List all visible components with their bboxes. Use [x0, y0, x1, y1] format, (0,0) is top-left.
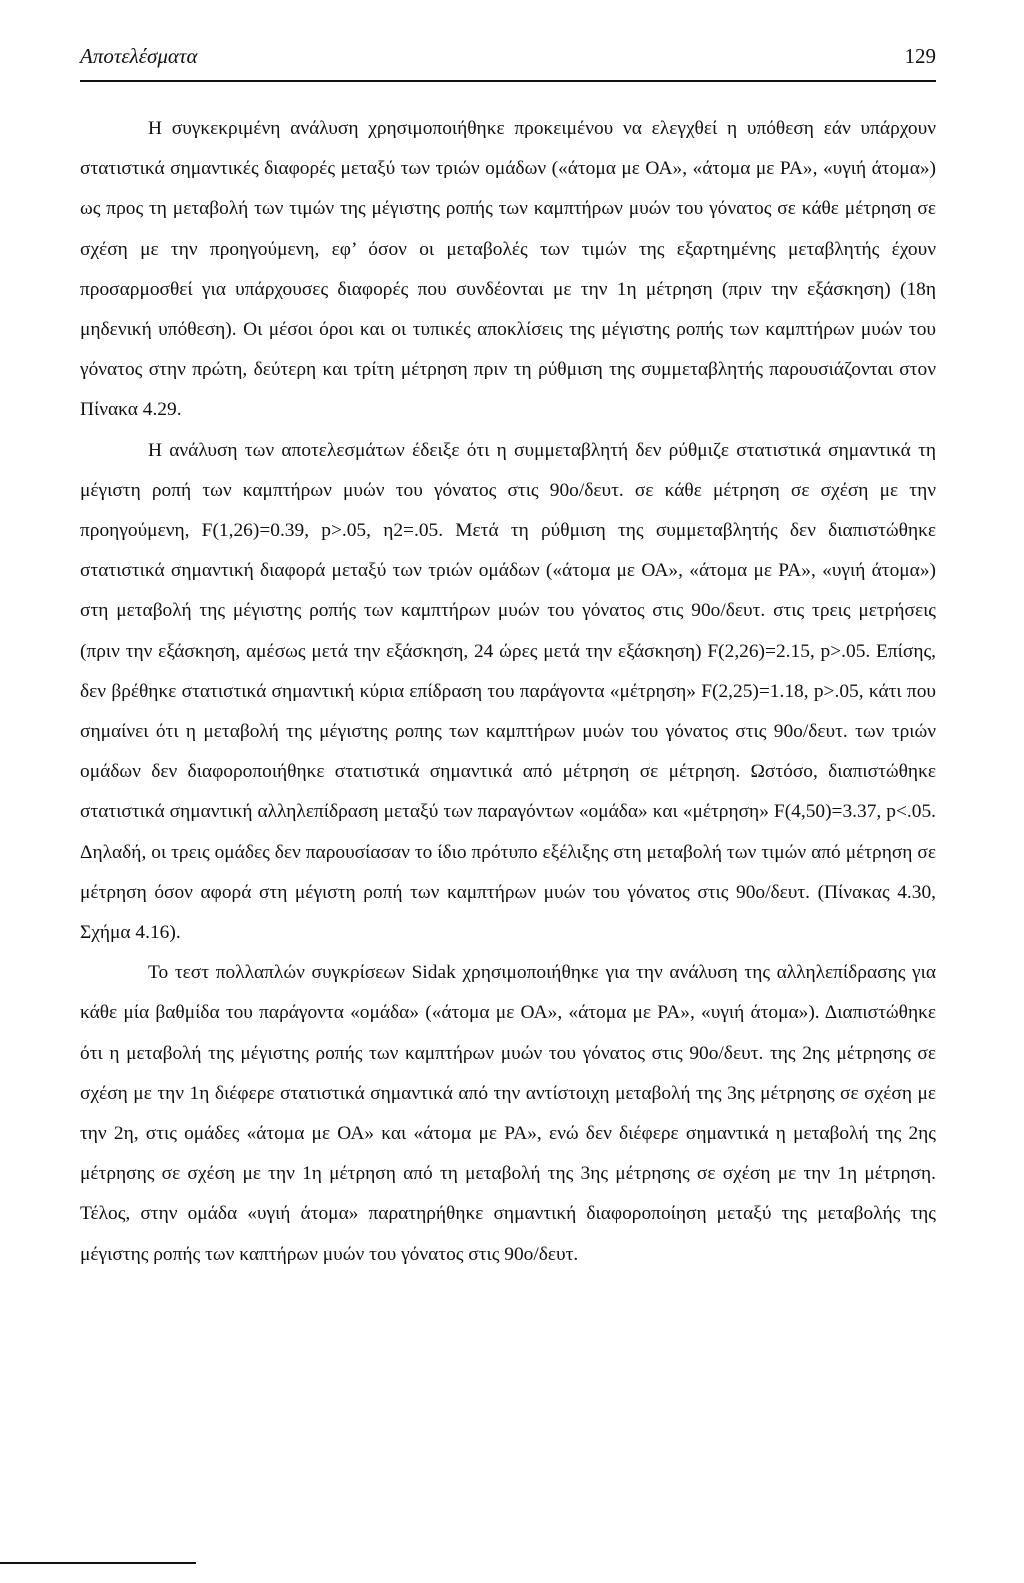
paragraph-sidak: Το τεστ πολλαπλών συγκρίσεων Sidak χρησιμοποιήθηκε για την ανάλυση της αλληλεπίδρασης για κάθε μία βαθμίδα του παράγοντα «ομάδα» («άτομα με ΟΑ», «άτομα με ΡΑ», «υγιή άτομα»). Διαπιστώθηκε ότι η μεταβολή της μέγιστης ροπής των καμπτήρων μυών του γόνατος στις 90ο/δευτ. της 2ης μέτρησης σε σχέση με την 1η διέφερε στατιστικά σημαντικά από την αντίστοιχη μεταβολή της 3ης μέτρησης σε σχέση με την 2η, στις ομάδες «άτομα με ΟΑ» και «άτομα με ΡΑ», ενώ δεν διέφερε σημαντικά η μεταβολή της 2ης μέτρησης σε σχέση με την 1η μέτρηση από τη μεταβολή της 3ης μέτρησης σε σχέση με την 1η μέτρηση. Τέλος, στην ομάδα «υγιή άτομα» παρατηρήθηκε σημαντική διαφοροποίηση μεταξύ της μεταβολής της μέγιστης ροπής των καπτήρων μυών του γόνατος στις 90ο/δευτ.: [80, 962, 936, 1265]
running-header: [80, 40, 936, 72]
paragraph-hypothesis: Η συγκεκριμένη ανάλυση χρησιμοποιήθηκε προκειμένου να ελεγχθεί η υπόθεση εάν υπάρχουν στατιστικά σημαντικές διαφορές μεταξύ των τριών ομάδων («άτομα με ΟΑ», «άτομα με ΡΑ», «υγιή άτομα») ως προς τη μεταβολή των τιμών της μέγιστης ροπής των καμπτήρων μυών του γόνατος σε κάθε μέτρηση σε σχέση με την προηγούμενη, εφ’ όσον οι μεταβολές των τιμών της εξαρτημένης μεταβλητής έχουν προσαρμοσθεί για υπάρχουσες διαφορές που συνδέονται με την 1η μέτρηση (πριν την εξάσκηση) (18η μηδενική υπόθεση). Οι μέσοι όροι και οι τυπικές αποκλίσεις της μέγιστης ροπής των καμπτήρων μυών του γόνατος στην πρώτη, δεύτερη και τρίτη μέτρηση πριν τη ρύθμιση της συμμεταβλητής παρουσιάζονται στον Πίνακα 4.29.: [80, 118, 936, 421]
page-number: 129: [904, 44, 936, 68]
chapter-title: Αποτελέσματα: [80, 44, 198, 68]
footnote-divider: [0, 1562, 196, 1564]
header-divider: [80, 80, 936, 82]
body-text: [80, 109, 936, 1275]
paragraph-results: Η ανάλυση των αποτελεσμάτων έδειξε ότι η συμμεταβλητή δεν ρύθμιζε στατιστικά σημαντικά τη μέγιστη ροπή των καμπτήρων μυών του γόνατος στις 90ο/δευτ. σε κάθε μέτρηση σε σχέση με την προηγούμενη, F(1,26)=0.39, p>.05, η2=.05. Μετά τη ρύθμιση της συμμεταβλητής δεν διαπιστώθηκε στατιστικά σημαντική διαφορά μεταξύ των τριών ομάδων («άτομα με ΟΑ», «άτομα με ΡΑ», «υγιή άτομα») στη μεταβολή της μέγιστης ροπής των καμπτήρων μυών του γόνατος στις 90ο/δευτ. στις τρεις μετρήσεις (πριν την εξάσκηση, αμέσως μετά την εξάσκηση, 24 ώρες μετά την εξάσκηση) F(2,26)=2.15, p>.05. Επίσης, δεν βρέθηκε στατιστικά σημαντική κύρια επίδραση του παράγοντα «μέτρηση» F(2,25)=1.18, p>.05, κάτι που σημαίνει ότι η μεταβολή της μέγιστης ροπης των καμπτήρων μυών του γόνατος στις 90ο/δευτ. των τριών ομάδων δεν διαφοροποιήθηκε στατιστικά σημαντικά από μέτρηση σε μέτρηση. Ωστόσο, διαπιστώθηκε στατιστικά σημαντική αλληλεπίδραση μεταξύ των παραγόντων «ομάδα» και «μέτρηση» F(4,50)=3.37, p<.05. Δηλαδή, οι τρεις ομάδες δεν παρουσίασαν το ίδιο πρότυπο εξέλιξης στη μεταβολή των τιμών από μέτρηση σε μέτρηση όσον αφορά στη μέγιστη ροπή των καμπτήρων μυών του γόνατος στις 90ο/δευτ. (Πίνακας 4.30, Σχήμα 4.16).: [80, 439, 936, 944]
